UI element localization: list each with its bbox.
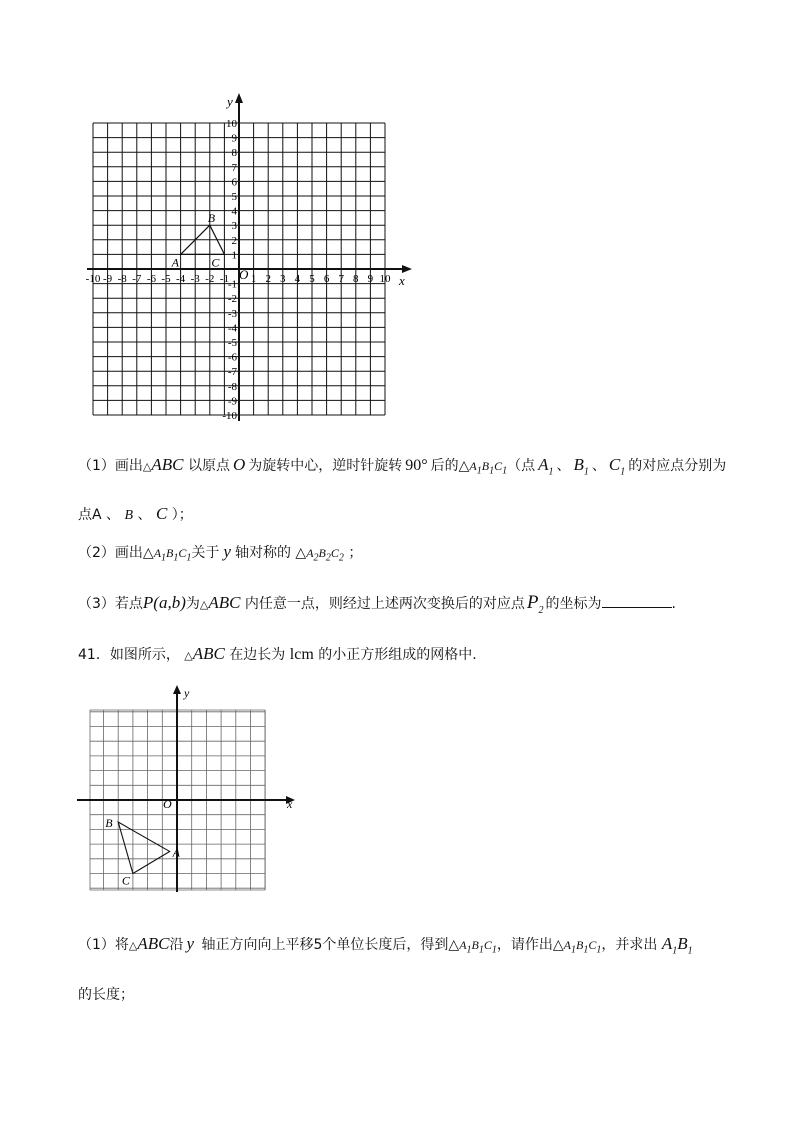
point-label-c: C <box>211 255 220 270</box>
x-tick-label: 3 <box>280 273 286 285</box>
y-tick-label: -1 <box>227 278 237 291</box>
point-label-a: A <box>172 845 180 860</box>
q40-part1-line1: （1）画出△ABC 以原点 O 为旋转中心，逆时针旋转 90° 后的$\triangle A_1B_1C_1$（点 $A_1$ 、 $B_1$ 、 $C_1$ 的对应点分别为 <box>78 455 727 478</box>
x-tick-label: 1 <box>250 273 257 285</box>
y-axis-label: y <box>184 686 190 700</box>
x-tick-label: -5 <box>161 273 171 285</box>
y-tick-label: -4 <box>227 322 237 335</box>
y-axis-arrow <box>235 93 243 103</box>
coordinate-grid-1 <box>70 88 415 433</box>
x-axis-label: x <box>287 797 293 811</box>
x-tick-label: -6 <box>146 273 156 285</box>
point-label-b: B <box>105 816 113 831</box>
y-tick-label: -5 <box>227 337 237 349</box>
axes <box>87 93 412 421</box>
y-tick-label: -6 <box>227 351 237 364</box>
y-tick-label: 2 <box>231 234 237 247</box>
q40-part1-line2: 点A 、 B 、 C ）； <box>78 504 193 523</box>
q41-number: 41． <box>78 647 110 663</box>
q40-part3: （3）若点P(a,b)为△ABC 内任意一点，则经过上述两次变换后的对应点 $P_2$ 的坐标为 . <box>78 592 676 616</box>
y-tick-label: -10 <box>222 410 237 422</box>
y-tick-label: 4 <box>231 205 237 218</box>
x-tick-label: 8 <box>353 273 359 285</box>
point-label-a: A <box>171 255 179 270</box>
y-tick-label: -7 <box>227 366 237 379</box>
x-tick-label: -8 <box>117 273 127 285</box>
x-tick-label: -1 <box>219 273 229 285</box>
y-tick-label: 5 <box>231 191 237 203</box>
x-tick-label: 5 <box>309 273 315 285</box>
q41-part1-line2: 的长度； <box>78 987 134 1003</box>
x-tick-label: 10 <box>379 273 391 285</box>
y-tick-label: -2 <box>227 293 237 306</box>
x-axis-arrow <box>402 265 412 273</box>
point-label-c: C <box>121 873 130 888</box>
x-tick-label: -2 <box>205 273 215 285</box>
q40-p1-num: （1） <box>78 458 115 474</box>
y-tick-label: -9 <box>227 395 237 408</box>
y-tick-label: -8 <box>227 380 237 393</box>
y-tick-label: 6 <box>231 176 237 189</box>
y-tick-label: 1 <box>231 249 237 262</box>
y-tick-label: 9 <box>231 132 237 145</box>
x-tick-label: -10 <box>85 273 101 285</box>
y-axis-arrow <box>173 685 181 694</box>
y-tick-label: 8 <box>231 147 237 160</box>
x-tick-label: -3 <box>190 273 200 285</box>
x-tick-label: 6 <box>323 273 330 285</box>
y-tick-label: -3 <box>227 307 237 320</box>
point-label-b: B <box>207 211 216 226</box>
y-tick-label: 7 <box>231 161 237 174</box>
origin-label: O <box>163 797 172 811</box>
x-tick-label: 2 <box>265 273 271 285</box>
q40-part2: （2）画出$\triangle A_1B_1C_1$关于 y 轴对称的 $\triangle A_2B_2C_2$ ； <box>78 542 363 564</box>
x-tick-label: 4 <box>294 273 301 285</box>
x-tick-label: -9 <box>103 273 113 285</box>
x-tick-label: -7 <box>132 273 142 285</box>
x-axis-label: x <box>399 273 405 288</box>
q41-stem: 41．如图所示， △ABC 在边长为 lcm 的小正方形组成的网格中. <box>78 644 477 663</box>
x-tick-label: 7 <box>338 273 344 285</box>
coordinate-grid-2 <box>75 682 300 894</box>
axes <box>77 685 295 892</box>
y-tick-label: 10 <box>226 118 237 130</box>
answer-blank[interactable] <box>602 595 672 608</box>
x-tick-label: -4 <box>176 273 186 285</box>
y-axis-label: y <box>227 94 233 109</box>
x-tick-label: 9 <box>367 273 374 285</box>
y-tick-label: 3 <box>231 220 237 233</box>
q41-part1-line1: （1）将△ABC沿 y 轴正方向向上平移5个单位长度后，得到$\triangle A_1B_1C_1$，请作出$\triangle A_1B_1C_1$，并求出 $A_1B_1$ <box>78 934 693 957</box>
origin-label: O <box>239 267 249 282</box>
